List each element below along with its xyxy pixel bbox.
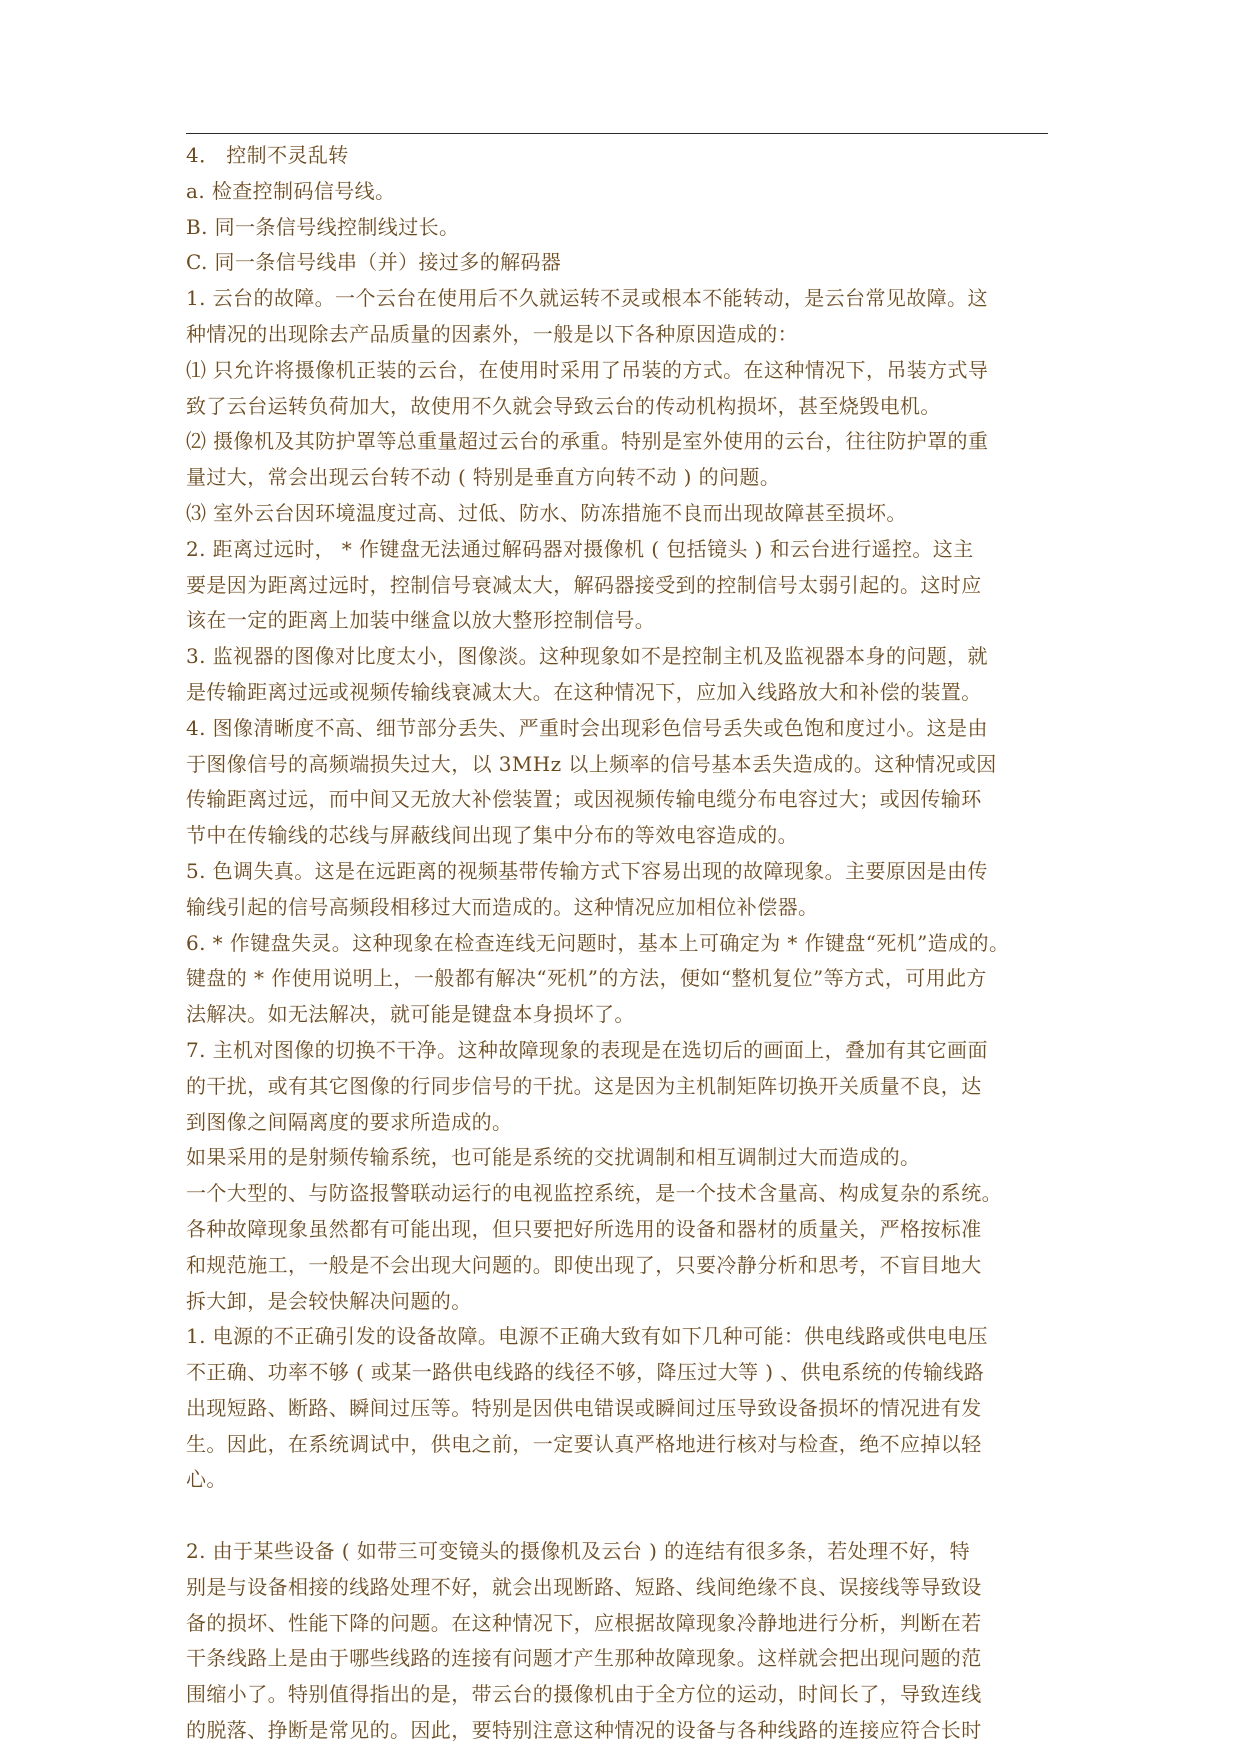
document-body — [186, 138, 1054, 1749]
text-line: 出现短路、断路、瞬间过压等。特别是因供电错误或瞬间过压导致设备损坏的情况进有发 — [186, 1395, 982, 1420]
text-line: 节中在传输线的芯线与屏蔽线间出现了集中分布的等效电容造成的。 — [186, 823, 798, 848]
text-line: 该在一定的距离上加装中继盒以放大整形控制信号。 — [186, 608, 656, 633]
header-rule — [186, 133, 1048, 134]
text-line: 5. 色调失真。这是在远距离的视频基带传输方式下容易出现的故障现象。主要原因是由传 — [186, 858, 988, 883]
text-line: 和规范施工，一般是不会出现大问题的。即使出现了，只要冷静分析和思考，不盲目地大 — [186, 1252, 982, 1277]
text-line: 的干扰，或有其它图像的行同步信号的干扰。这是因为主机制矩阵切换开关质量不良，达 — [186, 1073, 982, 1098]
text-line: B. 同一条信号线控制线过长。 — [186, 214, 460, 239]
text-line: 致了云台运转负荷加大，故使用不久就会导致云台的传动机构损坏，甚至烧毁电机。 — [186, 393, 941, 418]
text-line: 1. 电源的不正确引发的设备故障。电源不正确大致有如下几种可能：供电线路或供电电压 — [186, 1324, 988, 1349]
text-line: 生。因此，在系统调试中，供电之前，一定要认真严格地进行核对与检查，绝不应掉以轻 — [186, 1431, 982, 1456]
blank-line — [186, 1498, 1054, 1534]
text-line: 6. * 作键盘失灵。这种现象在检查连线无问题时，基本上可确定为 * 作键盘“死机”造成的。 — [186, 930, 1010, 955]
text-line: ⑴ 只允许将摄像机正装的云台，在使用时采用了吊装的方式。在这种情况下，吊装方式导 — [186, 357, 989, 382]
text-line: 1. 云台的故障。一个云台在使用后不久就运转不灵或根本不能转动，是云台常见故障。这 — [186, 286, 988, 311]
text-line: 别是与设备相接的线路处理不好，就会出现断路、短路、线间绝缘不良、误接线等导致设 — [186, 1574, 982, 1599]
text-line: ⑵ 摄像机及其防护罩等总重量超过云台的承重。特别是室外使用的云台，往往防护罩的重 — [186, 429, 989, 454]
text-line: 种情况的出现除去产品质量的因素外，一般是以下各种原因造成的： — [186, 321, 798, 346]
text-line: 4． 控制不灵乱转 — [186, 143, 349, 167]
text-line: 量过大，常会出现云台转不动 ( 特别是垂直方向转不动 ) 的问题。 — [186, 465, 781, 490]
text-line: 干条线路上是由于哪些线路的连接有问题才产生那种故障现象。这样就会把出现问题的范 — [186, 1646, 982, 1671]
text-line: 的脱落、挣断是常见的。因此，要特别注意这种情况的设备与各种线路的连接应符合长时 — [186, 1718, 982, 1743]
text-line: 要是因为距离过远时，控制信号衰减太大，解码器接受到的控制信号太弱引起的。这时应 — [186, 572, 982, 597]
text-line: 备的损坏、性能下降的问题。在这种情况下，应根据故障现象冷静地进行分析，判断在若 — [186, 1610, 982, 1635]
text-line: 拆大卸，是会较快解决问题的。 — [186, 1288, 472, 1313]
text-line: ⑶ 室外云台因环境温度过高、过低、防水、防冻措施不良而出现故障甚至损坏。 — [186, 500, 907, 525]
text-line: C. 同一条信号线串（并）接过多的解码器 — [186, 250, 562, 275]
text-line: 7. 主机对图像的切换不干净。这种故障现象的表现是在选切后的画面上，叠加有其它画面 — [186, 1037, 988, 1062]
text-line: 是传输距离过远或视频传输线衰减太大。在这种情况下，应加入线路放大和补偿的装置。 — [186, 679, 982, 704]
text-line: 键盘的 * 作使用说明上，一般都有解决“死机”的方法，便如“整机复位”等方式，可用此方 — [186, 966, 987, 991]
text-line: 输线引起的信号高频段相移过大而造成的。这种情况应加相位补偿器。 — [186, 894, 819, 919]
text-line: 如果采用的是射频传输系统，也可能是系统的交扰调制和相互调制过大而造成的。 — [186, 1145, 921, 1170]
text-line: 传输距离过远，而中间又无放大补偿装置；或因视频传输电缆分布电容过大；或因传输环 — [186, 787, 982, 812]
text-line: a. 检查控制码信号线。 — [186, 178, 396, 203]
text-line: 一个大型的、与防盗报警联动运行的电视监控系统，是一个技术含量高、构成复杂的系统。 — [186, 1181, 1002, 1206]
text-line: 法解决。如无法解决，就可能是键盘本身损坏了。 — [186, 1002, 635, 1027]
text-line: 心。 — [186, 1467, 227, 1492]
text-line: 3. 监视器的图像对比度太小，图像淡。这种现象如不是控制主机及监视器本身的问题，就 — [186, 644, 988, 669]
text-line: 2. 距离过远时， * 作键盘无法通过解码器对摄像机 ( 包括镜头 ) 和云台进行遥控。这主 — [186, 536, 974, 561]
text-line: 围缩小了。特别值得指出的是，带云台的摄像机由于全方位的运动，时间长了，导致连线 — [186, 1682, 982, 1707]
text-line: 于图像信号的高频端损失过大，以 3MHz 以上频率的信号基本丢失造成的。这种情况或因 — [186, 751, 997, 776]
text-line: 各种故障现象虽然都有可能出现，但只要把好所选用的设备和器材的质量关，严格按标准 — [186, 1216, 982, 1241]
text-line: 4. 图像清晰度不高、细节部分丢失、严重时会出现彩色信号丢失或色饱和度过小。这是由 — [186, 715, 988, 740]
text-line: 2. 由于某些设备 ( 如带三可变镜头的摄像机及云台 ) 的连结有很多条，若处理不好，特 — [186, 1539, 971, 1564]
text-line: 到图像之间隔离度的要求所造成的。 — [186, 1109, 513, 1134]
text-line: 不正确、功率不够 ( 或某一路供电线路的线径不够，降压过大等 ) 、供电系统的传输线路 — [186, 1360, 985, 1385]
